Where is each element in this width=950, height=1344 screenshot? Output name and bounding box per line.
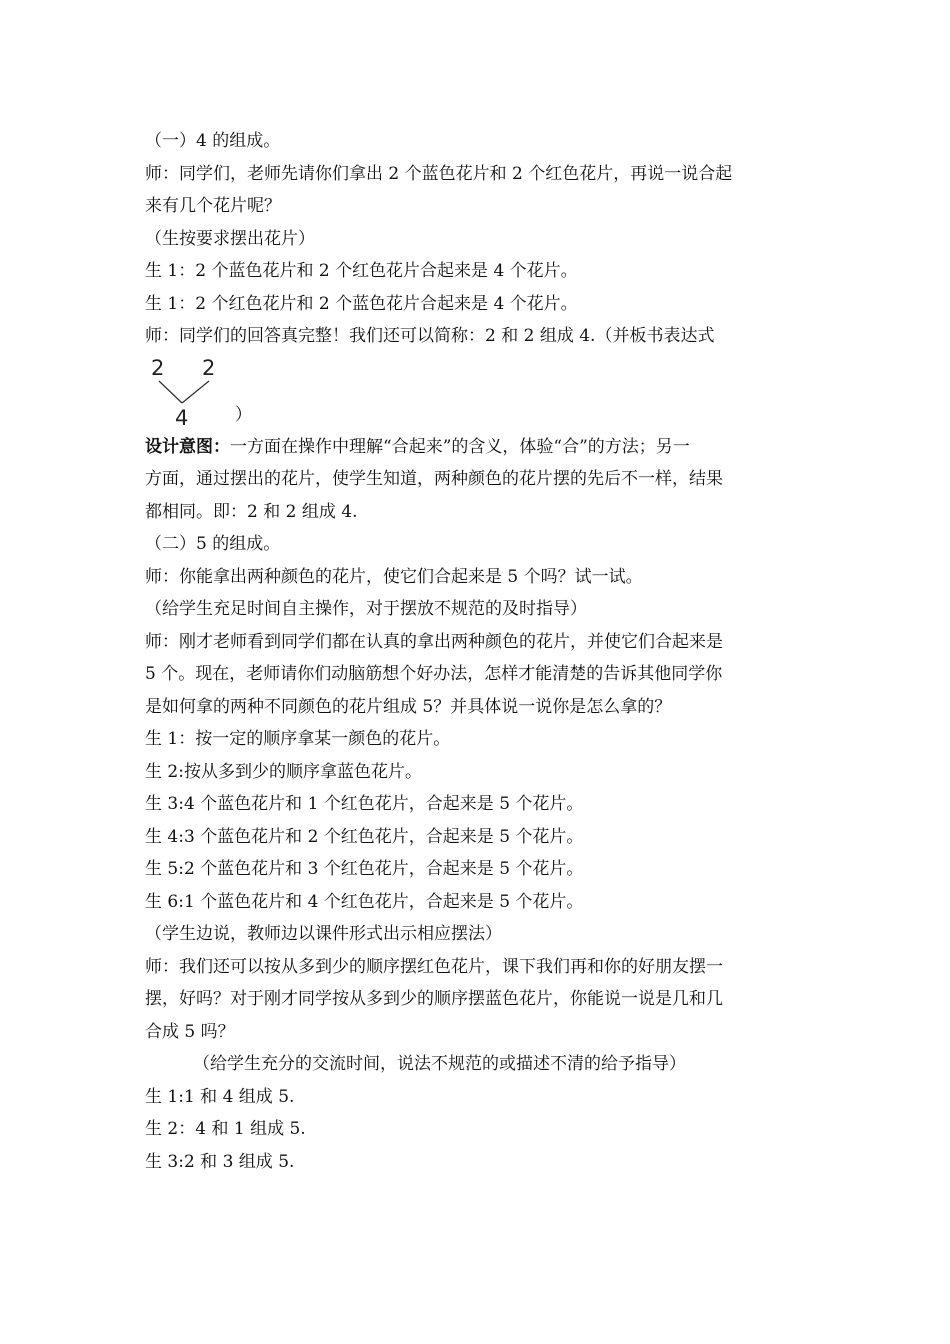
closing-parenthesis: ）	[235, 404, 252, 425]
text-line: 生 2:按从多到少的顺序拿蓝色花片。	[145, 761, 422, 782]
text-line: 师：同学们的回答真完整！我们还可以简称：2 和 2 组成 4.（并板书表达式	[145, 326, 715, 346]
text-line: （生按要求摆出花片）	[145, 228, 315, 249]
composition-diagram	[147, 355, 227, 429]
text-line: 生 3:4 个蓝色花片和 1 个红色花片，合起来是 5 个花片。	[145, 794, 584, 814]
text-line: 师：我们还可以按从多到少的顺序摆红色花片，课下我们再和你的好朋友摆一	[145, 956, 723, 977]
design-intent-label: 设计意图：	[145, 436, 230, 457]
text-line: 生 1：2 个红色花片和 2 个蓝色花片合起来是 4 个花片。	[145, 293, 578, 314]
design-intent-text: 一方面在操作中理解“合起来”的含义，体验“合”的方法；另一	[230, 436, 690, 457]
text-line: 生 1：2 个蓝色花片和 2 个红色花片合起来是 4 个花片。	[145, 261, 578, 281]
diagram-left-branch	[159, 381, 182, 403]
text-line: 生 4:3 个蓝色花片和 2 个红色花片，合起来是 5 个花片。	[145, 826, 584, 847]
text-line: （学生边说，教师边以课件形式出示相应摆法）	[145, 924, 502, 944]
text-line: （给学生充足时间自主操作，对于摆放不规范的及时指导）	[145, 599, 587, 619]
text-line: 生 5:2 个蓝色花片和 3 个红色花片，合起来是 5 个花片。	[145, 859, 584, 879]
composition-diagram-row	[145, 353, 810, 431]
diagram-right-branch	[182, 381, 209, 403]
diagram-left-number: 2	[151, 355, 165, 380]
text-line: 都相同。即：2 和 2 组成 4.	[145, 501, 358, 522]
text-line: 生 2：4 和 1 组成 5.	[145, 1119, 306, 1139]
text-line: 师：同学们，老师先请你们拿出 2 个蓝色花片和 2 个红色花片，再说一说合起	[145, 163, 733, 184]
section-heading-5: （二）5 的组成。	[145, 534, 281, 554]
text-line: 合成 5 吗？	[145, 1021, 235, 1042]
indented-note: （给学生充分的交流时间，说法不规范的或描述不清的给予指导）	[193, 1054, 686, 1074]
text-line: 生 1:1 和 4 组成 5.	[145, 1086, 295, 1107]
text-line: 是如何拿的两种不同颜色的花片组成 5？并具体说一说你是怎么拿的？	[145, 696, 672, 717]
text-line: 来有几个花片呢？	[145, 196, 281, 216]
text-line: 生 3:2 和 3 组成 5.	[145, 1151, 295, 1172]
diagram-right-number: 2	[202, 355, 216, 380]
text-line: 师：刚才老师看到同学们都在认真的拿出两种颜色的花片，并使它们合起来是	[145, 631, 723, 652]
text-line: 师：你能拿出两种颜色的花片，使它们合起来是 5 个吗？试一试。	[145, 566, 643, 587]
text-line: 方面，通过摆出的花片，使学生知道，两种颜色的花片摆的先后不一样，结果	[145, 469, 723, 489]
text-line: 摆，好吗？对于刚才同学按从多到少的顺序摆蓝色花片，你能说一说是几和几	[145, 989, 723, 1009]
text-line: 生 1：按一定的顺序拿某一颜色的花片。	[145, 729, 451, 749]
document-body	[145, 125, 810, 1178]
text-line: 生 6:1 个蓝色花片和 4 个红色花片，合起来是 5 个花片。	[145, 891, 584, 912]
diagram-bottom-number: 4	[175, 405, 189, 429]
section-heading-4: （一）4 的组成。	[145, 131, 281, 151]
text-line: 5 个。现在，老师请你们动脑筋想个好办法，怎样才能清楚的告诉其他同学你	[145, 664, 723, 684]
design-intent-line	[145, 431, 810, 464]
